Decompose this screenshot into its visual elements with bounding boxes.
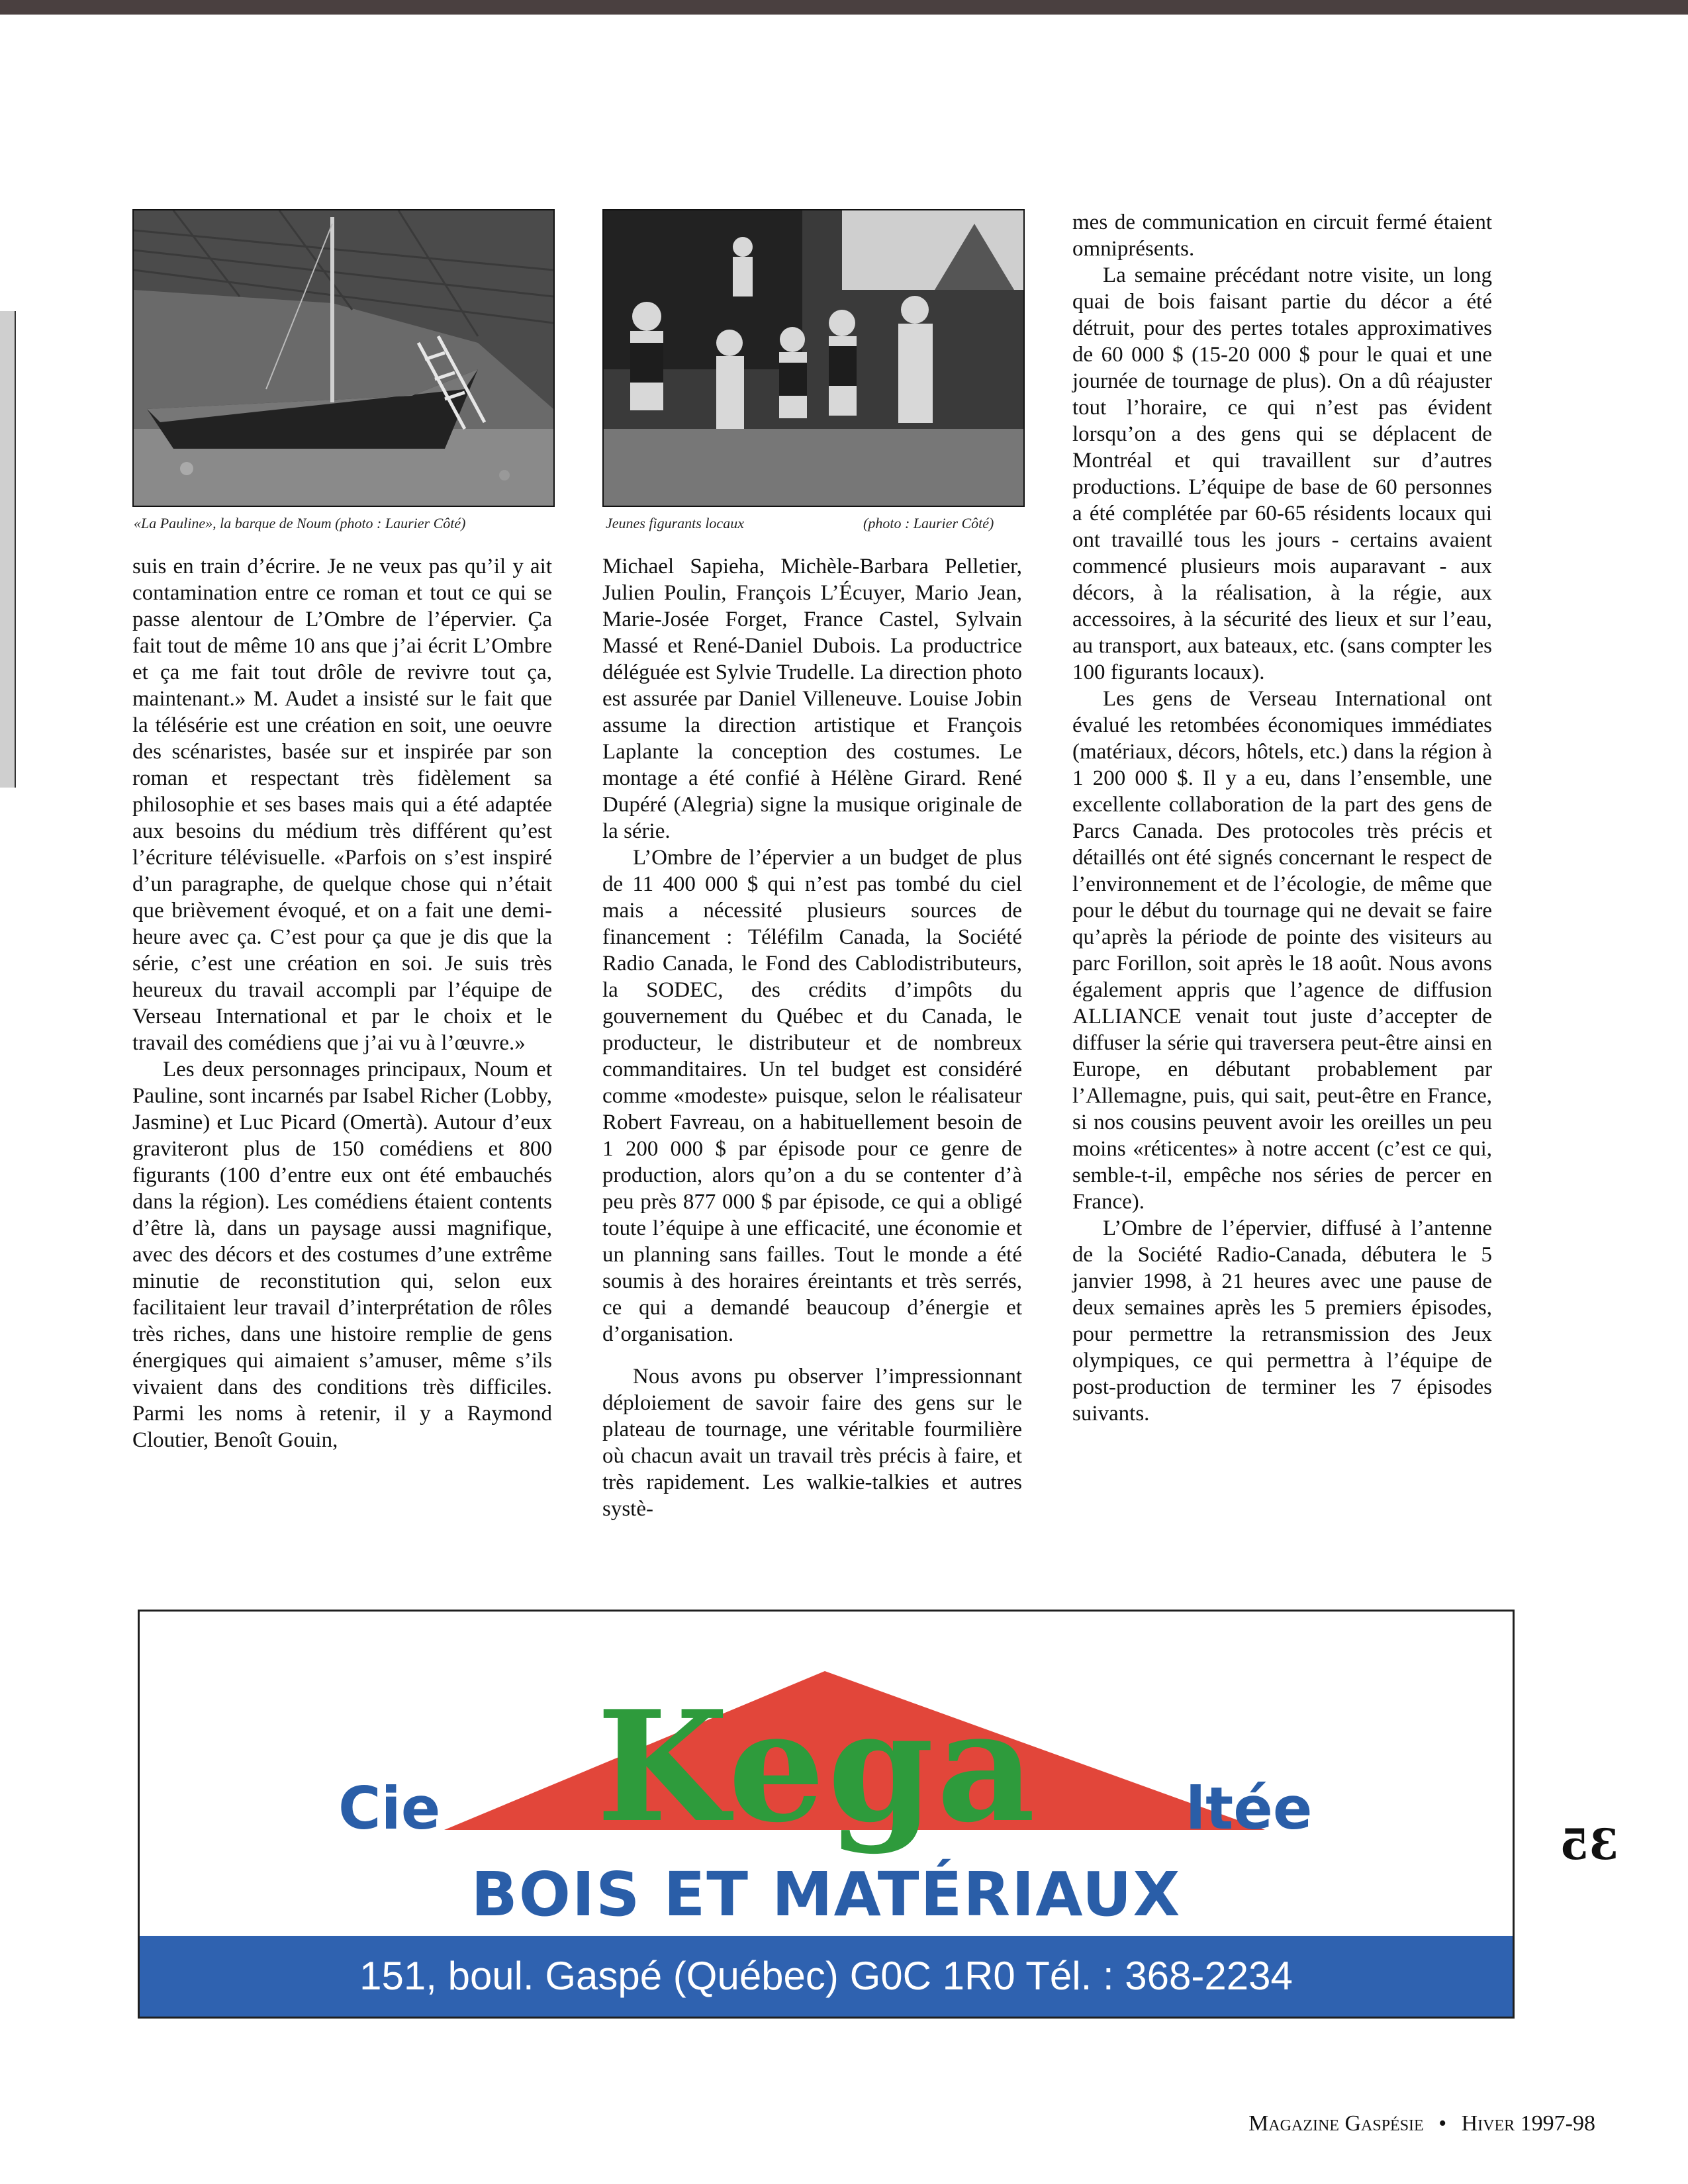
col1-paragraph-1: suis en train d’écrire. Je ne veux pas qu’il y ait contamination entre ce roman et tout ce qui se passe alentour de L’Ombre de l’épervier. Ça fait tout de même 10 ans que j’ai écrit L’Ombre et ça me fait tout drôle de revivre tout ça, maintenant.» M. Audet a insisté sur le fait que la télésérie est une création en soit, une oeuvre des scénaristes, basée sur et inspirée par son roman et respectant très fidèlement sa philosophie et ses bases mais qui a été adaptée aux besoins du médium très différent qu’est l’écriture télévisuelle. «Parfois on s’est inspiré d’un paragraphe, de quelque chose qui n’était que brièvement évoqué, et on a fait une demi-heure avec ça. C’est pour ça que je dis que la série, c’est une création en soi. Je suis très heureux du travail accompli par l’équipe de Verseau International et par le choix et le travail des comédiens que j’ai vu à l’œuvre.» <box>132 555 552 1055</box>
article-column-2 <box>602 553 1022 1522</box>
ad-address-band: 151, boul. Gaspé (Québec) G0C 1R0 Tél. : 368-2234 <box>140 1936 1513 2017</box>
col3-paragraph-3: Les gens de Verseau International ont évalué les retombées économiques immédiates (matériaux, décors, hôtels, etc.) dans la région à 1 200 000 $. Il y a eu, dans l’ensemble, une excellente collaboration de la part des gens de Parcs Canada. Des protocoles très précis et détaillés ont été signés concernant le respect de l’environnement et de l’écologie, de même que pour le début du tournage qui ne devait se faire qu’après la période de pointe des visiteurs au parc Forillon, soit après le 18 août. Nous avons également appris que l’agence de diffusion ALLIANCE venait tout juste d’accepter de diffuser la série qui traversera peut-être ainsi en Europe, en débutant probablement par l’Allemagne, puis, qui sait, peut-être en France, si nos cousins peuvent avoir les oreilles un peu moins «réticentes» à notre accent (c’est ce qui, semble-t-il, empêche nos séries de percer en France). <box>1072 687 1492 1214</box>
footer-separator: • <box>1438 2111 1447 2136</box>
page-left-edge <box>0 311 16 788</box>
col2-paragraph-3: Nous avons pu observer l’impressionnant déploiement de savoir faire des gens sur le plateau de tournage, une véritable fourmilière où chacun avait un travail très précis à faire, et très rapidement. Les walkie-talkies et autres systè- <box>602 1365 1022 1521</box>
caption-boat: «La Pauline», la barque de Noum (photo : Laurier Côté) <box>134 515 466 531</box>
col2-paragraph-1: Michael Sapieha, Michèle-Barbara Pelletier, Julien Poulin, François L’Écuyer, Mario Jean, Marie-Josée Forget, France Castel, Sylvain Massé et René-Daniel Dubois. La productrice déléguée est Sylvie Trudelle. La direction photo est assurée par Daniel Villeneuve. Louise Jobin assume la direction artistique et François Laplante la conception des costumes. Le montage a été confié à Hélène Girard. René Dupéré (Alegria) signe la musique originale de la série. <box>602 555 1022 843</box>
photo-boat <box>132 209 555 507</box>
footer-issue: Hiver 1997-98 <box>1461 2111 1595 2136</box>
ad-tagline: BOIS ET MATÉRIAUX <box>471 1859 1182 1930</box>
boat-illustration <box>134 210 553 506</box>
col3-paragraph-1: mes de communication en circuit fermé étaient omniprésents. <box>1072 210 1492 261</box>
page-footer <box>1248 2111 1595 2136</box>
photo-children <box>602 209 1025 507</box>
col3-paragraph-4: L’Ombre de l’épervier, diffusé à l’antenne de la Société Radio-Canada, débutera le 5 janvier 1998, à 21 heures avec une pause de deux semaines après les 5 premiers épisodes, pour permettre la retransmission des Jeux olympiques, ce qui permettra à l’équipe de post-production de terminer les 7 épisodes suivants. <box>1072 1216 1492 1426</box>
article-column-3 <box>1072 209 1492 1427</box>
page-top-edge <box>0 0 1688 15</box>
col3-paragraph-2: La semaine précédant notre visite, un long quai de bois faisant partie du décor a été détruit, pour des pertes totales approximatives de 60 000 $ (15-20 000 $ pour le quai et une journée de tournage de plus). On a dû réajuster tout l’horaire, ce qui n’est pas évident lorsqu’on a des gens qui se déplacent de Montréal et qui travaillent sur d’autres productions. L’équipe de base de 60 personnes a été complétée par 60-65 résidents locaux qui ont travaillé tous les jours - certains avaient commencé plusieurs mois auparavant - aux décors, à la réalisation, à la régie, aux accessoires, à la sécurité des lieux et sur l’eau, au transport, aux bateaux, etc. (sans compter les 100 figurants locaux). <box>1072 263 1492 684</box>
children-illustration <box>604 210 1023 506</box>
caption-children-desc: Jeunes figurants locaux <box>606 515 744 531</box>
ad-ltee-text: ltée <box>1186 1774 1313 1843</box>
col2-paragraph-2: L’Ombre de l’épervier a un budget de plus de 11 400 000 $ qui n’est pas tombé du ciel mais a nécessité plusieurs sources de financement : Téléfilm Canada, la Société Radio Canada, le Fond des Cablodistributeurs, la SODEC, des crédits d’impôts du gouvernement du Québec et du Canada, le producteur, le distributeur et de nombreux commanditaires. Un tel budget est considéré comme «modeste» puisque, selon le réalisateur Robert Favreau, on a habituellement besoin de 1 200 000 $ par épisode pour ce genre de production, alors qu’on a du se contenter d’à peu près 877 000 $ par épisode, ce qui a obligé toute l’équipe à une efficacité, une économie et un planning sans failles. Tout le monde a été soumis à des horaires éreintants et très serrés, ce qui a demandé beaucoup d’énergie et d’organisation. <box>602 846 1022 1346</box>
ad-cie-text: Cie <box>338 1774 441 1843</box>
footer-magazine: Magazine Gaspésie <box>1248 2111 1424 2136</box>
col1-paragraph-2: Les deux personnages principaux, Noum et Pauline, sont incarnés par Isabel Richer (Lobby, Jasmine) et Luc Picard (Omertà). Autour d’eux graviteront plus de 150 comédiens et 800 figurants (100 d’entre eux ont été embauchés dans la région). Les comédiens étaient contents d’être là, dans un paysage aussi magnifique, avec des décors et des costumes d’une extrême minutie de reconstitution qui, selon eux facilitaient leur travail d’interprétation de rôles très riches, dans une histoire remplie de gens énergiques qui aimaient s’amuser, même s’ils vivaient dans des conditions très difficiles. Parmi les noms à retenir, il y a Raymond Cloutier, Benoît Gouin, <box>132 1058 552 1452</box>
kega-advertisement <box>138 1610 1515 2019</box>
caption-children-credit: (photo : Laurier Côté) <box>863 515 994 531</box>
ad-brand-logo: Kega <box>596 1678 1039 1856</box>
page-number: 35 <box>1560 1820 1619 1870</box>
article-column-1 <box>132 553 552 1453</box>
